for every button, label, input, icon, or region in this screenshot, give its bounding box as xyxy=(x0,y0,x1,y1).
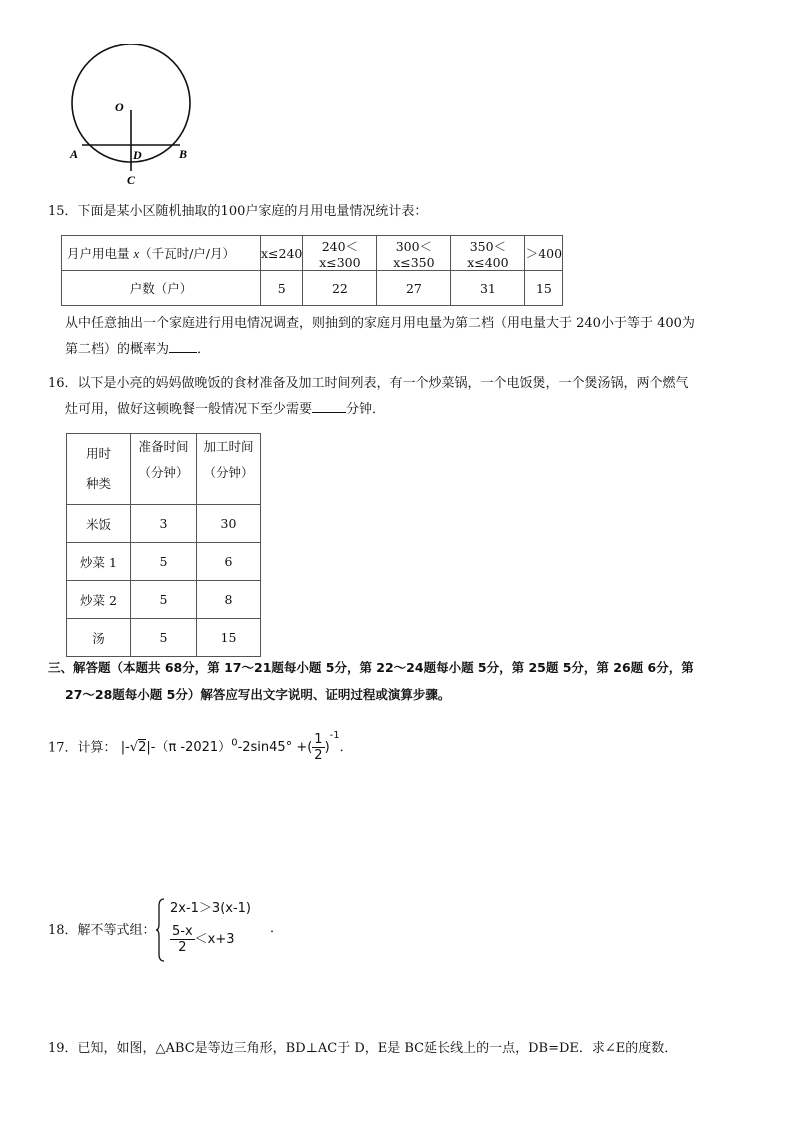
col1-bottom: （分钟） xyxy=(138,465,189,480)
table-row xyxy=(67,434,261,505)
header-unit: （千瓦时/户/月） xyxy=(139,246,235,261)
q17-part3: -2sin45° +( xyxy=(237,740,313,756)
count-cell: 22 xyxy=(303,271,377,306)
q18-prefix: 18．解不等式组： xyxy=(48,923,156,938)
q17-prefix: 17．计算： xyxy=(48,740,117,756)
dish-name: 炒菜 1 xyxy=(67,543,131,581)
cook-time: 6 xyxy=(197,543,261,581)
sqrt-sign: √ xyxy=(129,740,139,756)
header-var: x xyxy=(133,247,140,261)
q16-line-1: 16．以下是小亮的妈妈做晚饭的食材准备及加工时间列表，有一个炒菜锅，一个电饭煲，一个煲汤锅，两个燃气 xyxy=(48,376,689,391)
range-cell: 350＜x≤400 xyxy=(451,236,525,271)
q18-inequality-1: 2x-1＞3(x-1) xyxy=(170,901,251,916)
header-text: 月户用电量 xyxy=(67,246,130,261)
cook-time: 30 xyxy=(197,505,261,543)
brace-icon xyxy=(156,898,166,962)
col-cook-header xyxy=(197,434,261,505)
label-d: D xyxy=(133,148,142,162)
q16-line2-b: 分钟． xyxy=(346,402,386,417)
q17-expression xyxy=(48,727,353,767)
half-fraction xyxy=(312,732,324,763)
prep-time: 5 xyxy=(131,581,197,619)
section3-line-2: 27～28题每小题 5分）解答应写出文字说明、证明过程或演算步骤。 xyxy=(65,687,451,702)
q17-part2: -（π -2021） xyxy=(150,740,232,756)
frac-num: 1 xyxy=(314,732,323,748)
q15-text-1: 从中任意抽出一个家庭进行用电情况调查，则抽到的家庭月用电量为第二档（用电量大于 240小于等于 400为 xyxy=(65,316,695,331)
close-paren: ) xyxy=(324,740,330,756)
label-a: A xyxy=(70,147,79,161)
q17-math xyxy=(120,730,353,764)
corner-bottom: 种类 xyxy=(85,476,111,491)
cook-time: 15 xyxy=(197,619,261,657)
section3-line-1: 三、解答题（本题共 68分，第 17～21题每小题 5分，第 22～24题每小题 5分，第 25题 5分，第 26题 6分，第 xyxy=(48,660,694,675)
dish-name: 米饭 xyxy=(67,505,131,543)
dish-name: 汤 xyxy=(67,619,131,657)
q19-text: 19．已知，如图，△ABC是等边三角形，BD⊥AC于 D，E是 BC延长线上的一点，DB=DE．求∠E的度数． xyxy=(48,1041,678,1056)
prep-time: 5 xyxy=(131,619,197,657)
count-cell: 27 xyxy=(377,271,451,306)
exp-neg-one: -1 xyxy=(329,730,340,741)
prep-time: 5 xyxy=(131,543,197,581)
neg-sign: - xyxy=(125,740,130,756)
q16-line2-a: 灶可用，做好这顿晚餐一般情况下至少需要 xyxy=(65,402,313,417)
table-row xyxy=(67,581,261,619)
corner-top: 用时 xyxy=(85,446,111,461)
label-o: O xyxy=(115,100,124,114)
frac-den: 2 xyxy=(314,748,323,764)
col-prep-header xyxy=(131,434,197,505)
q18-end: ． xyxy=(270,921,284,936)
circle-figure xyxy=(60,44,210,194)
exp-zero: 0 xyxy=(231,738,238,749)
table-row xyxy=(62,271,563,306)
col2-bottom: （分钟） xyxy=(203,465,254,480)
q16-table xyxy=(66,433,261,657)
label-b: B xyxy=(179,147,188,161)
q18-fraction xyxy=(170,924,195,955)
answer-blank xyxy=(169,340,197,353)
abs-bar-left: | xyxy=(120,740,126,756)
q15-stem: 15．下面是某小区随机抽取的100户家庭的月用电量情况统计表： xyxy=(48,204,428,219)
q17-end: ． xyxy=(339,740,353,756)
range-cell: 300＜x≤350 xyxy=(377,236,451,271)
label-c: C xyxy=(127,173,136,187)
answer-blank xyxy=(312,400,346,413)
q16-line-2 xyxy=(65,400,385,419)
frac-num: 5-x xyxy=(172,924,193,939)
prep-time: 3 xyxy=(131,505,197,543)
sqrt-arg: 2 xyxy=(138,740,147,756)
table-row xyxy=(62,236,563,271)
table-row xyxy=(67,505,261,543)
cook-time: 8 xyxy=(197,581,261,619)
dish-name: 炒菜 2 xyxy=(67,581,131,619)
table-row xyxy=(67,619,261,657)
q15-table xyxy=(61,235,563,306)
count-cell: 15 xyxy=(525,271,563,306)
col2-top: 加工时间 xyxy=(203,439,254,454)
range-cell: ＞400 xyxy=(525,236,563,271)
frac-den: 2 xyxy=(178,940,187,955)
q15-text2-b: ． xyxy=(197,342,211,357)
q18-ineq2-rest: ＜x+3 xyxy=(194,932,235,947)
range-cell: 240＜x≤300 xyxy=(303,236,377,271)
abs-bar-right: | xyxy=(146,740,151,756)
q15-row1-header xyxy=(62,236,261,271)
range-cell: x≤240 xyxy=(261,236,303,271)
table-row xyxy=(67,543,261,581)
corner-cell xyxy=(67,434,131,505)
count-cell: 5 xyxy=(261,271,303,306)
q15-text2-a: 第二档）的概率为 xyxy=(65,342,170,357)
q15-row2-header: 户数（户） xyxy=(62,271,261,306)
col1-top: 准备时间 xyxy=(138,439,189,454)
q18-inequality-2 xyxy=(170,924,235,955)
q15-text-2 xyxy=(65,340,210,359)
count-cell: 31 xyxy=(451,271,525,306)
